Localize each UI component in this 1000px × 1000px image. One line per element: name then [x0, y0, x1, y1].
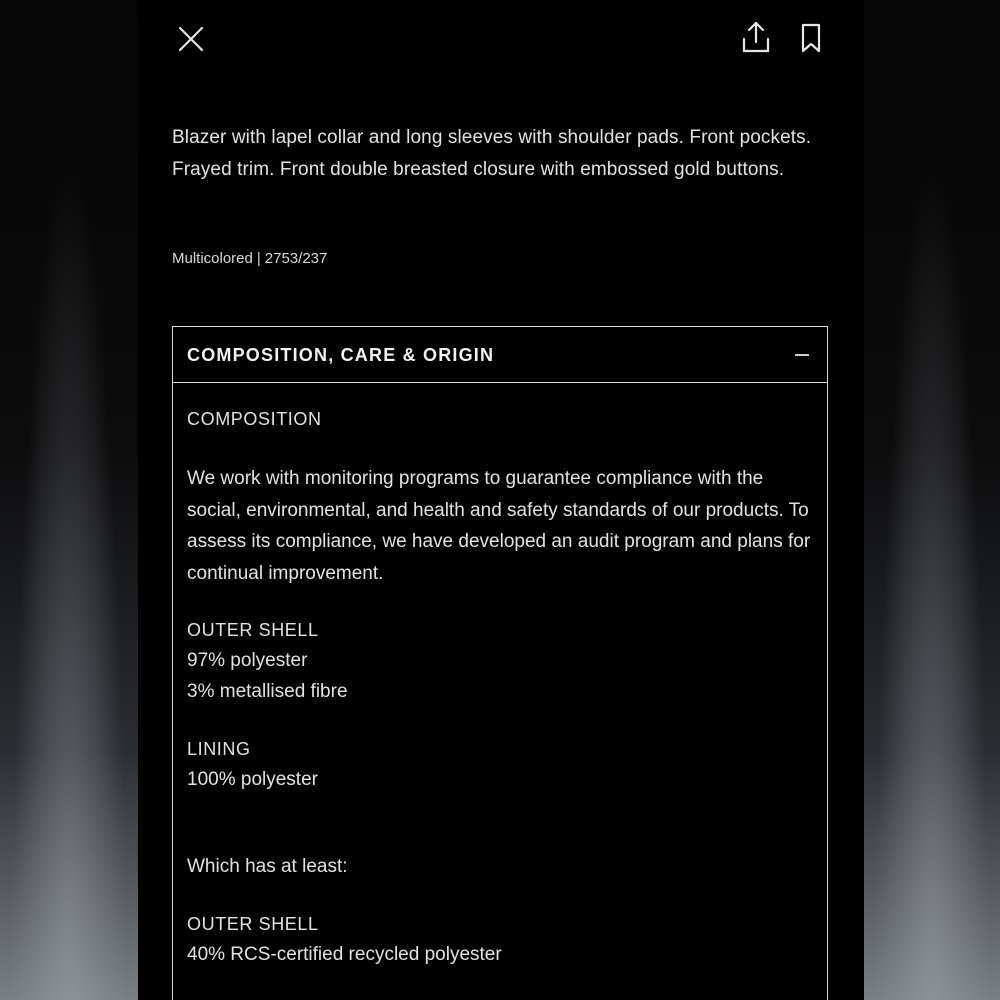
- outer-shell-item: 3% metallised fibre: [187, 681, 348, 702]
- product-description: Blazer with lapel collar and long sleeves with shoulder pads. Front pockets. Frayed trim. Front double breasted closure with embossed gold buttons.: [172, 127, 812, 180]
- product-details-screen: [138, 0, 864, 1000]
- close-icon: [176, 24, 206, 54]
- product-meta: [172, 250, 327, 267]
- certified-outer-shell-label: OUTER SHELL: [187, 914, 319, 934]
- outer-shell-label: OUTER SHELL: [187, 620, 319, 640]
- product-color: Multicolored: [172, 250, 253, 267]
- certified-outer-shell-item: 40% RCS-certified recycled polyester: [187, 944, 502, 965]
- share-button[interactable]: [740, 20, 772, 54]
- share-icon: [740, 20, 772, 54]
- compliance-paragraph: We work with monitoring programs to guarantee compliance with the social, environmental, and health and safety standards of our products. To assess its compliance, we have developed an audit program and plans for continual improvement.: [187, 468, 811, 584]
- background-right: [864, 0, 1000, 1000]
- composition-heading: COMPOSITION: [187, 409, 322, 429]
- minus-icon[interactable]: [795, 354, 809, 356]
- at-least-text: Which has at least:: [187, 856, 348, 877]
- bookmark-icon: [798, 22, 824, 54]
- accordion-title: COMPOSITION, CARE & ORIGIN: [187, 345, 495, 365]
- outer-shell-item: 97% polyester: [187, 650, 308, 671]
- product-reference: 2753/237: [264, 250, 328, 267]
- accordion-header[interactable]: [173, 327, 827, 383]
- close-button[interactable]: [176, 24, 206, 54]
- lining-label: LINING: [187, 739, 251, 759]
- bookmark-button[interactable]: [798, 22, 824, 54]
- meta-separator: |: [256, 250, 261, 267]
- lining-item: 100% polyester: [187, 769, 318, 790]
- background-left: [0, 0, 138, 1000]
- composition-accordion: [172, 326, 828, 1000]
